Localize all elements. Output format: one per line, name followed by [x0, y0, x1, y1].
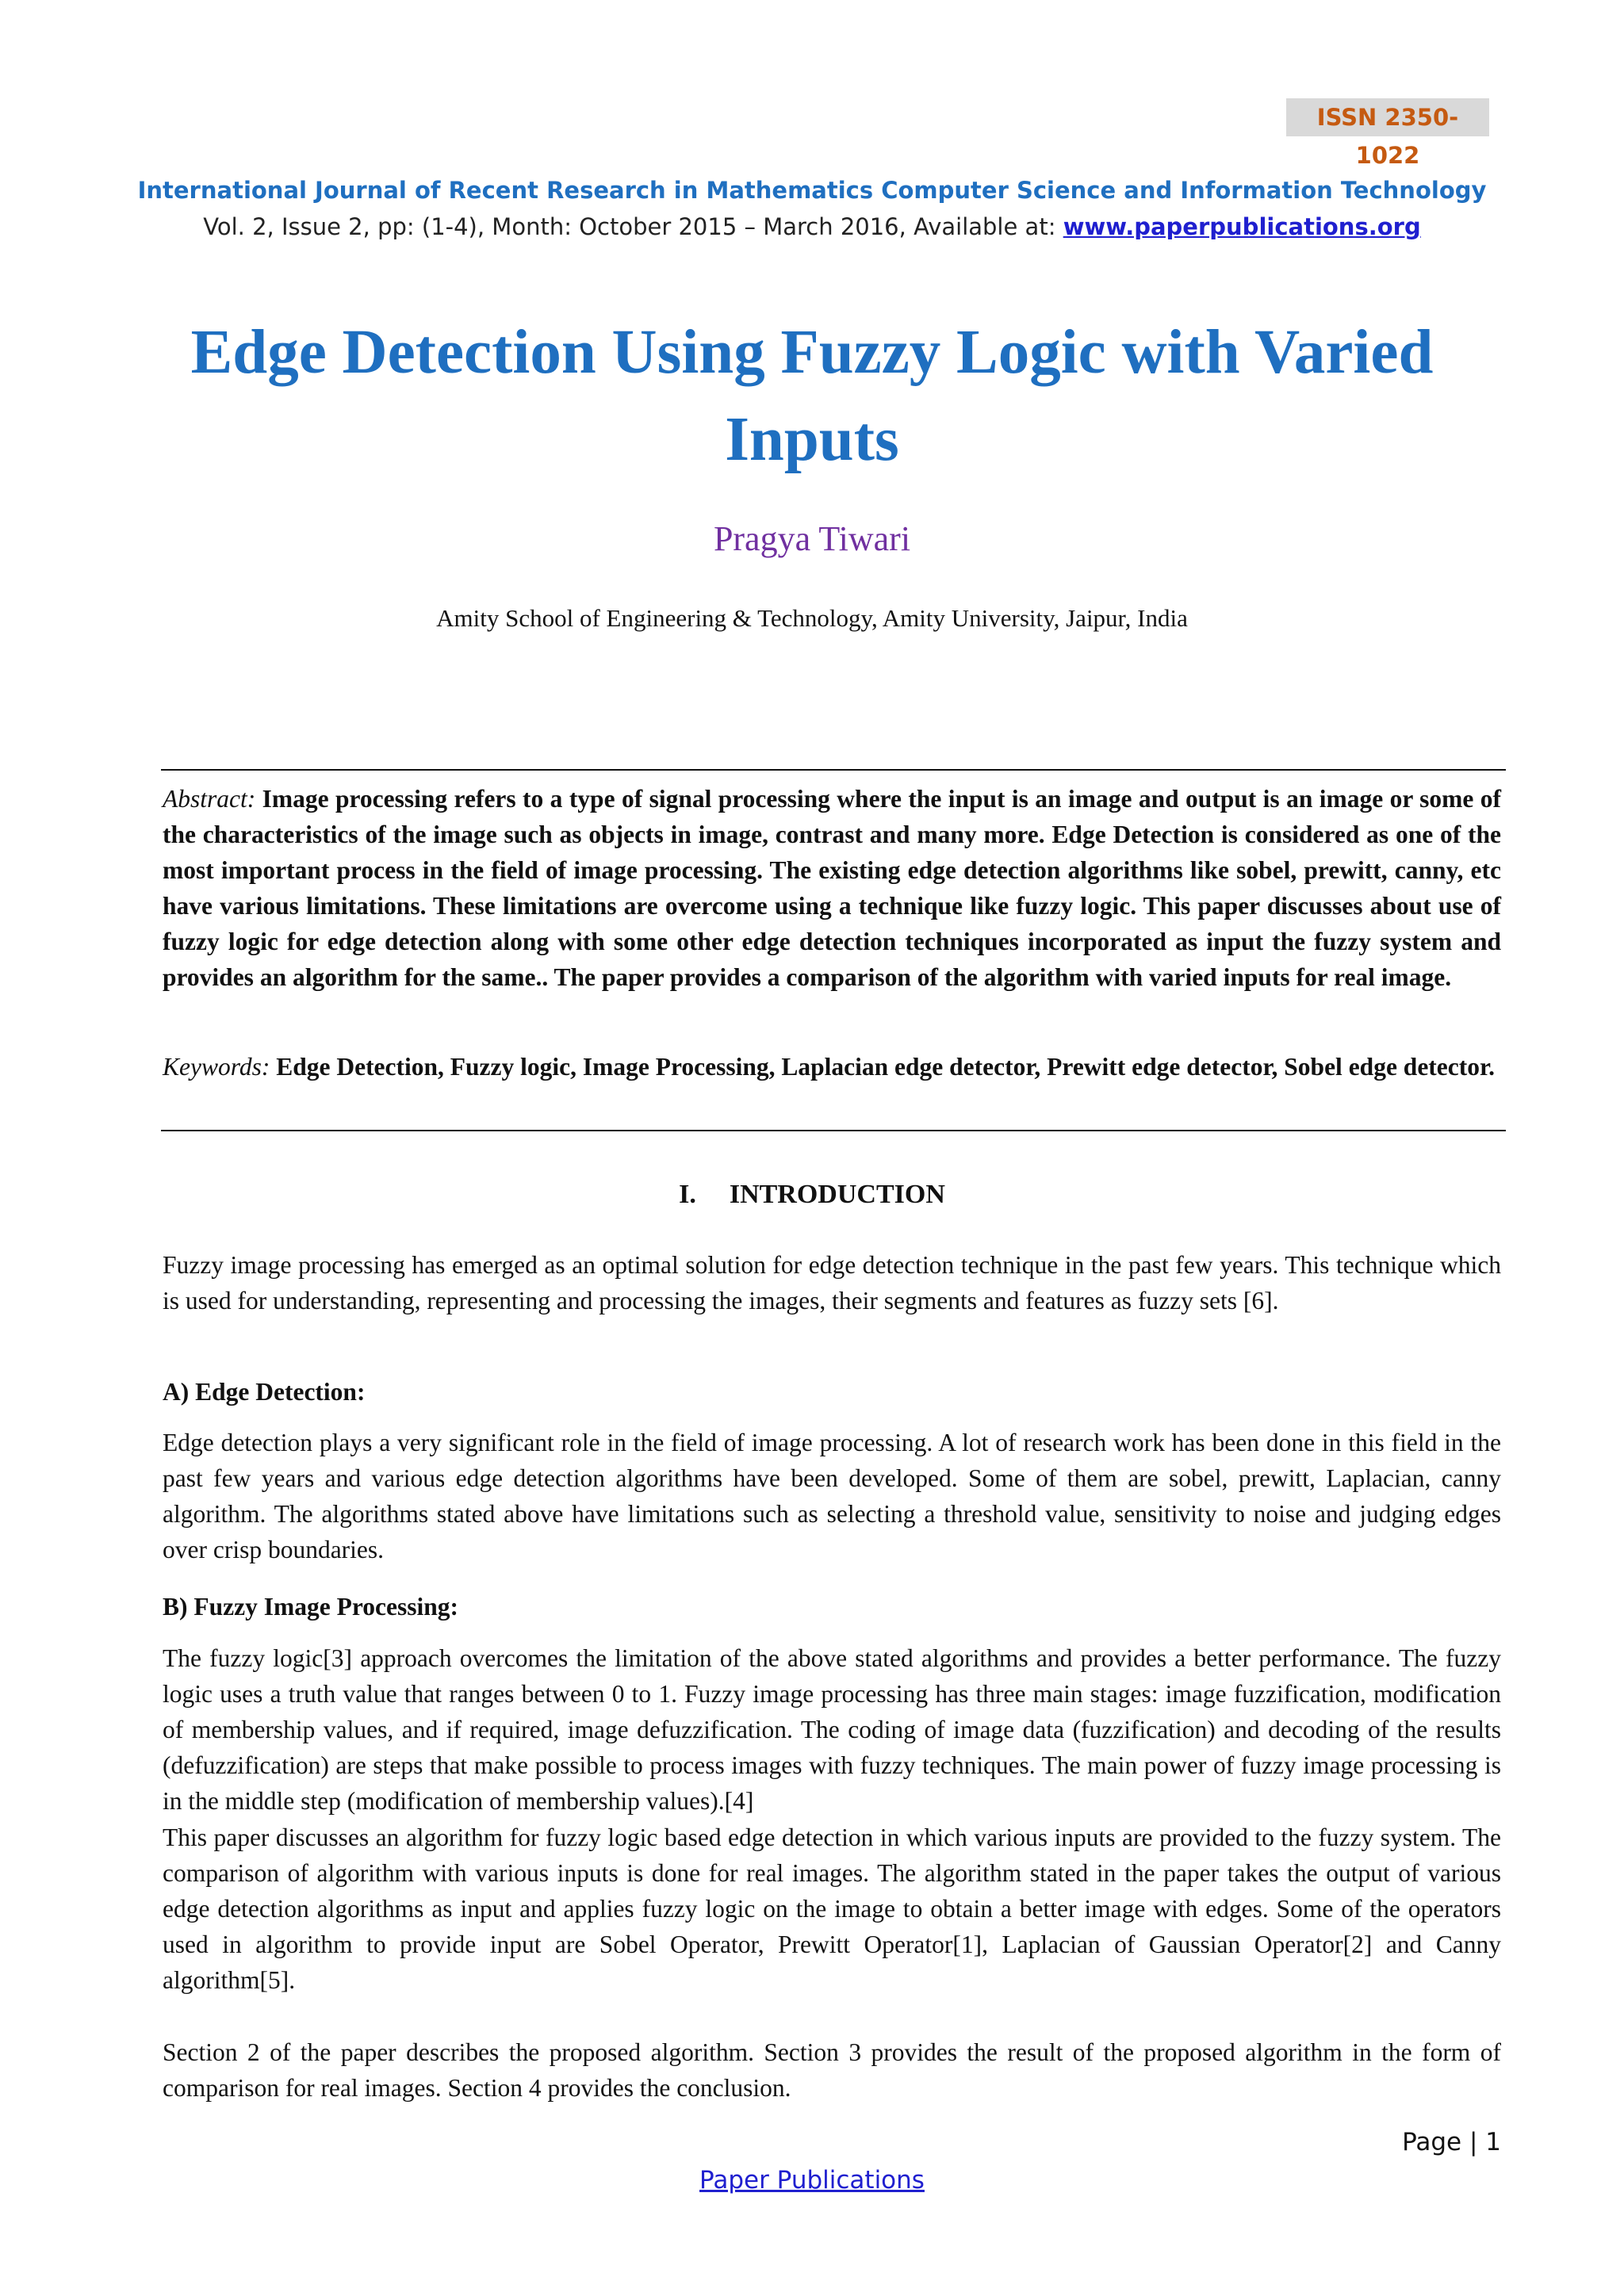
subheading-fuzzy-image-processing: B) Fuzzy Image Processing:	[163, 1593, 458, 1621]
intro-paragraph-1: Fuzzy image processing has emerged as an optimal solution for edge detection technique in the past few years. This technique which is used for understanding, representing and processing the images, their segments and features as fuzzy sets [6].	[163, 1251, 1501, 1314]
intro-paragraph-2: Edge detection plays a very significant role in the field of image processing. A lot of research work has been done in this field in the past few years and various edge detection algorithms have been developed. Some of them are sobel, prewitt, Laplacian, canny algorithm. The algorithms stated above have limitations such as selecting a threshold value, sensitivity to noise and judging edges over crisp boundaries.	[163, 1429, 1501, 1563]
author-name: Pragya Tiwari	[713, 519, 911, 558]
abstract-text: Image processing refers to a type of signal processing where the input is an image and output is an image or some of the characteristics of the image such as objects in image, contrast and many more. Edge Detection is considered as one of the most important process in the field of image processing. The existing edge detection algorithms like sobel, prewitt, canny, etc have various limitations. These limitations are overcome using a technique like fuzzy logic. This paper discusses about use of fuzzy logic for edge detection along with some other edge detection techniques incorporated as input the fuzzy system and provides an algorithm for the same.. The paper provides a comparison of the algorithm with varied inputs for real image.	[163, 785, 1501, 991]
section-heading-introduction	[0, 1175, 1624, 1215]
keywords-text: Edge Detection, Fuzzy logic, Image Processing, Laplacian edge detector, Prewitt edge detector, Sobel edge detector.	[276, 1053, 1495, 1081]
intro-paragraph-5: Section 2 of the paper describes the proposed algorithm. Section 3 provides the result of the proposed algorithm in the form of comparison for real images. Section 4 provides the conclusion.	[163, 2038, 1501, 2102]
section-number: I.	[679, 1180, 696, 1209]
abstract-bottom-rule	[161, 1130, 1506, 1131]
intro-paragraph-3: The fuzzy logic[3] approach overcomes the limitation of the above stated algorithms and provides a better performance. The fuzzy logic uses a truth value that ranges between 0 to 1. Fuzzy image processing has three main stages: image fuzzification, modification of membership values, and if required, image defuzzification. The coding of image data (fuzzification) and decoding of the results (defuzzification) are steps that make possible to process images with fuzzy techniques. The main power of fuzzy image processing is in the middle step (modification of membership values).[4]	[163, 1644, 1501, 1815]
subheading-edge-detection: A) Edge Detection:	[163, 1378, 366, 1406]
abstract	[163, 781, 1501, 995]
author-affiliation: Amity School of Engineering & Technology, Amity University, Jaipur, India	[436, 604, 1188, 632]
journal-name: International Journal of Recent Research in Mathematics Computer Science and Information Technology	[137, 177, 1487, 204]
paper-title: Edge Detection Using Fuzzy Logic with Varied Inputs	[190, 318, 1434, 474]
abstract-label: Abstract:	[163, 785, 256, 813]
website-link[interactable]: www.paperpublications.org	[1063, 213, 1421, 240]
keywords	[163, 1049, 1501, 1085]
keywords-label: Keywords:	[163, 1053, 270, 1081]
publisher-link[interactable]: Paper Publications	[699, 2166, 925, 2195]
section-title: INTRODUCTION	[729, 1180, 945, 1209]
volume-text: Vol. 2, Issue 2, pp: (1-4), Month: October 2015 – March 2016, Available at:	[203, 213, 1063, 240]
abstract-top-rule	[161, 769, 1506, 771]
issn-label: ISSN 2350-1022	[1286, 98, 1489, 136]
volume-line	[0, 209, 1624, 244]
page-number: Page | 1	[1402, 2128, 1501, 2156]
footer	[0, 2163, 1624, 2198]
intro-paragraph-4: This paper discusses an algorithm for fuzzy logic based edge detection in which various inputs are provided to the fuzzy system. The comparison of algorithm with various inputs is done for real images. The algorithm stated in the paper takes the output of various edge detection algorithms as input and applies fuzzy logic on the image to obtain a better image with edges. Some of the operators used in algorithm to provide input are Sobel Operator, Prewitt Operator[1], Laplacian of Gaussian Operator[2] and Canny algorithm[5].	[163, 1823, 1501, 1994]
